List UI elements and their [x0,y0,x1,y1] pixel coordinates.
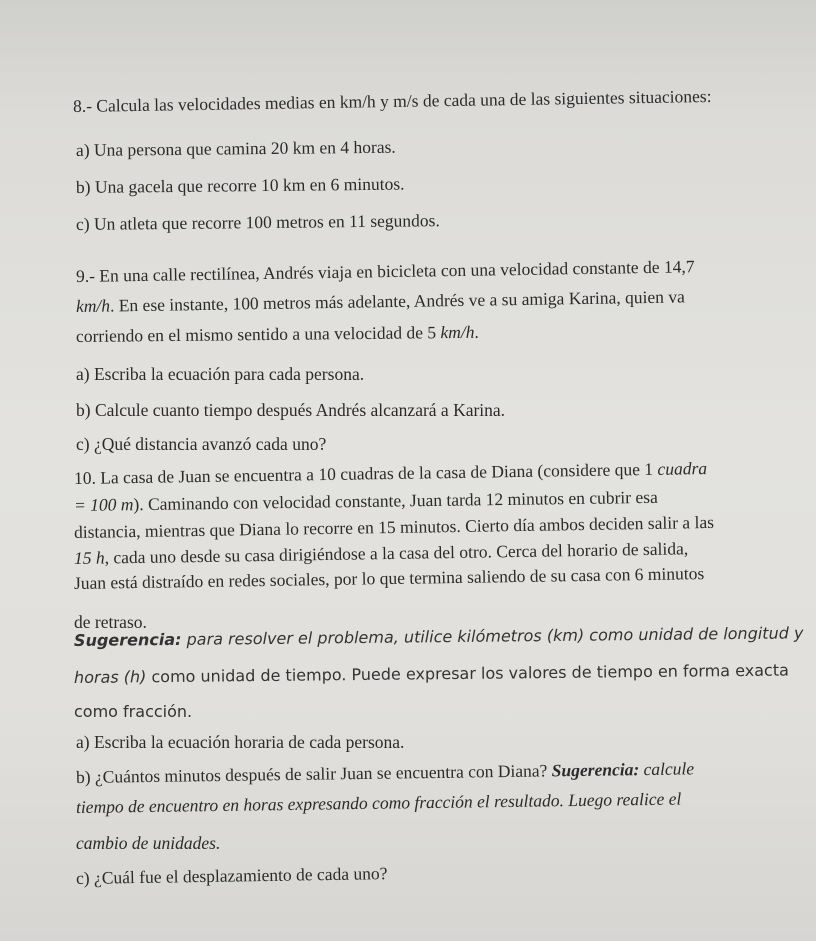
item-b-suggestion-label: Sugerencia: [551,759,640,781]
suggestion-hours: horas (h) [73,667,147,687]
problem-10-line-1-text: 10. La casa de Juan se encuentra a 10 cuadras de la casa de Diana (considere que 1 [73,458,658,488]
suggestion-label: Sugerencia: [73,629,182,650]
math-100m: = 100 m [73,494,134,515]
problem-10-line-4-text: , cada uno desde su casa dirigiéndose a la casa del otro. Cerca del horario de salida, [104,538,689,568]
item-b-text: b) ¿Cuántos minutos después de salir Juan se encuentra con Diana? [75,760,552,787]
problem-8-item-b: b) Una gacela que recorre 10 km en 6 minutos. [75,173,405,197]
problem-10-line-2-text: ). Caminando con velocidad constante, Juan tarda 12 minutos en cubrir esa [133,486,658,515]
item-b-calcule: calcule [639,758,695,780]
problem-10-item-a: a) Escriba la ecuación horaria de cada persona. [76,732,405,752]
suggestion-text: para resolver el problema, utilice kilómetros (km) como unidad de longitud y [181,623,804,649]
problem-8-item-c: c) Un atleta que recorre 100 metros en 11 segundos. [75,210,440,234]
problem-9-item-a: a) Escriba la ecuación para cada persona. [76,364,365,384]
problem-9-item-c: c) ¿Qué distancia avanzó cada uno? [76,434,327,454]
problem-9-line-3-text: corriendo en el mismo sentido a una velocidad de 5 [75,322,441,346]
suggestion-line-3: como fracción. [74,702,193,721]
suggestion-line-1 [74,623,804,650]
problem-9-line-1: 9.- En una calle rectilínea, Andrés viaja en bicicleta con una velocidad constante de 14,7 [75,256,695,286]
problem-10-line-5: Juan está distraído en redes sociales, por lo que termina saliendo de su casa con 6 minutos [73,563,705,593]
unit-km-h: km/h [75,295,111,316]
problem-10-line-1 [74,458,707,489]
unit-km-h: km/h [440,321,475,343]
problem-10-item-b-line-1 [76,758,694,788]
problem-9-line-2 [76,286,685,317]
suggestion-line-2 [74,661,789,687]
problem-10-line-3: distancia, mientras que Diana lo recorre en 15 minutos. Cierto día ambos deciden salir a las [73,511,715,542]
math-15h: 15 h [73,547,105,568]
problem-9-line-3 [76,322,479,347]
period: . [474,321,479,342]
problem-10-item-b-line-2: tiempo de encuentro en horas expresando como fracción el resultado. Luego realice el [75,788,682,817]
problem-8-title: 8.- Calcula las velocidades medias en km/h y m/s de cada una de las siguientes situaciones: [72,85,712,116]
problem-10-line-6: de retraso. [74,612,147,632]
problem-10-item-c: c) ¿Cuál fue el desplazamiento de cada uno? [75,863,388,888]
problem-9-line-2-text: . En ese instante, 100 metros más adelante, Andrés ve a su amiga Karina, quien va [109,286,686,316]
suggestion-text-2: como unidad de tiempo. Puede expresar los valores de tiempo en forma exacta [146,660,789,687]
problem-9-item-b: b) Calcule cuanto tiempo después Andrés alcanzará a Karina. [76,400,506,420]
problem-10-line-2 [74,487,658,516]
problem-10-item-b-line-3: cambio de unidades. [76,833,221,853]
math-cuadra: cuadra [657,458,708,479]
problem-8-item-a: a) Una persona que camina 20 km en 4 horas. [75,136,396,160]
